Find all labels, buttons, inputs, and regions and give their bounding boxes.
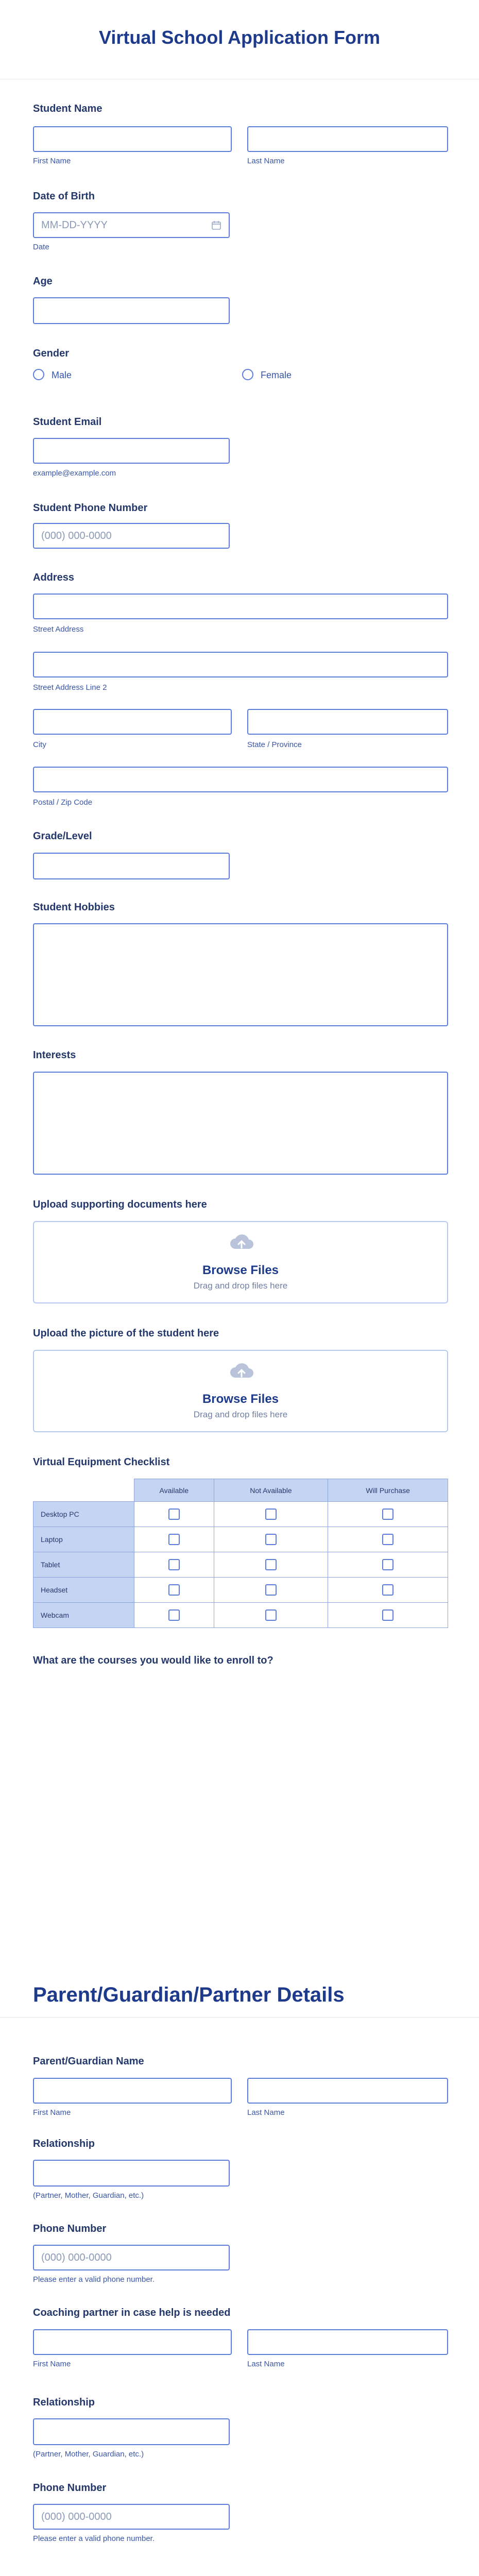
- student-last-name-input[interactable]: [247, 126, 448, 152]
- calendar-icon[interactable]: [211, 220, 221, 230]
- phone2-input[interactable]: [33, 2504, 230, 2530]
- phone1-label: Phone Number: [33, 2223, 107, 2234]
- phone-label: Student Phone Number: [33, 502, 148, 514]
- gender-label: Gender: [33, 348, 70, 359]
- upload-picture-label: Upload the picture of the student here: [33, 1328, 219, 1339]
- phone1-sublabel: Please enter a valid phone number.: [33, 2275, 155, 2284]
- phone2-sublabel: Please enter a valid phone number.: [33, 2534, 155, 2543]
- matrix-row: [33, 1578, 448, 1603]
- matrix-row: [33, 1552, 448, 1578]
- matrix-col-will-purchase: Will Purchase: [328, 1479, 448, 1502]
- student-first-name-input[interactable]: [33, 126, 232, 152]
- guardian-last-name-input[interactable]: [247, 2078, 448, 2104]
- state-sublabel: State / Province: [247, 740, 302, 749]
- grade-input[interactable]: [33, 853, 230, 879]
- matrix-row: [33, 1502, 448, 1527]
- coach-last-sublabel: Last Name: [247, 2360, 285, 2368]
- student-name-label: Student Name: [33, 103, 102, 114]
- matrix-checkbox[interactable]: [168, 1509, 180, 1520]
- matrix-col-available: Available: [134, 1479, 214, 1502]
- upload-docs-dropzone[interactable]: [33, 1221, 448, 1303]
- guardian-section-title: Parent/Guardian/Partner Details: [33, 1984, 345, 2006]
- gender-male-radio[interactable]: [33, 369, 44, 380]
- age-label: Age: [33, 276, 53, 287]
- coach-first-sublabel: First Name: [33, 2360, 71, 2368]
- matrix-row-label: Desktop PC: [33, 1502, 134, 1527]
- dob-input[interactable]: [33, 212, 230, 238]
- email-sublabel: example@example.com: [33, 469, 116, 478]
- coach-first-name-input[interactable]: [33, 2329, 232, 2355]
- matrix-checkbox[interactable]: [382, 1559, 394, 1570]
- email-label: Student Email: [33, 416, 102, 428]
- upload-picture-dropzone[interactable]: [33, 1350, 448, 1432]
- matrix-row: [33, 1603, 448, 1628]
- matrix-row-label: Tablet: [33, 1552, 134, 1578]
- interests-label: Interests: [33, 1049, 76, 1061]
- form-title: Virtual School Application Form: [98, 27, 381, 48]
- equipment-label: Virtual Equipment Checklist: [33, 1456, 170, 1468]
- gender-female-radio[interactable]: [242, 369, 253, 380]
- matrix-checkbox[interactable]: [382, 1509, 394, 1520]
- dob-label: Date of Birth: [33, 191, 95, 202]
- courses-label: What are the courses you would like to enroll to?: [33, 1655, 273, 1666]
- coach-label: Coaching partner in case help is needed: [33, 2307, 231, 2318]
- matrix-checkbox[interactable]: [382, 1584, 394, 1596]
- relationship2-label: Relationship: [33, 2397, 95, 2408]
- city-input[interactable]: [33, 709, 232, 735]
- interests-textarea[interactable]: [33, 1072, 448, 1175]
- matrix-checkbox[interactable]: [168, 1534, 180, 1545]
- phone2-label: Phone Number: [33, 2482, 107, 2494]
- matrix-row-label: Webcam: [33, 1603, 134, 1628]
- guardian-first-sublabel: First Name: [33, 2108, 71, 2117]
- phone1-input[interactable]: [33, 2245, 230, 2270]
- upload-picture-drag-text: Drag and drop files here: [193, 1410, 288, 1419]
- phone-placeholder: (000) 000-0000: [41, 530, 112, 541]
- matrix-checkbox[interactable]: [168, 1559, 180, 1570]
- upload-docs-browse[interactable]: Browse Files: [202, 1263, 279, 1277]
- guardian-section-divider: [0, 2017, 479, 2018]
- street-address-input[interactable]: [33, 594, 448, 619]
- relationship2-input[interactable]: [33, 2418, 230, 2445]
- matrix-checkbox[interactable]: [265, 1509, 277, 1520]
- matrix-checkbox[interactable]: [265, 1534, 277, 1545]
- dob-placeholder: MM-DD-YYYY: [41, 219, 108, 231]
- guardian-last-sublabel: Last Name: [247, 2108, 285, 2117]
- hobbies-label: Student Hobbies: [33, 902, 115, 913]
- upload-docs-label: Upload supporting documents here: [33, 1199, 207, 1210]
- state-input[interactable]: [247, 709, 448, 735]
- matrix-row: [33, 1527, 448, 1552]
- postal-code-input[interactable]: [33, 767, 448, 792]
- phone2-placeholder: (000) 000-0000: [41, 2511, 112, 2522]
- email-input[interactable]: [33, 438, 230, 464]
- matrix-checkbox[interactable]: [265, 1584, 277, 1596]
- relationship1-input[interactable]: [33, 2160, 230, 2187]
- cloud-upload-icon: [228, 1362, 255, 1380]
- hobbies-textarea[interactable]: [33, 923, 448, 1026]
- matrix-col-not-available: Not Available: [214, 1479, 328, 1502]
- matrix-checkbox[interactable]: [382, 1609, 394, 1621]
- address-label: Address: [33, 572, 75, 583]
- cloud-upload-icon: [228, 1233, 255, 1251]
- street-address-line2-input[interactable]: [33, 652, 448, 677]
- street-address-sublabel: Street Address: [33, 625, 84, 634]
- matrix-checkbox[interactable]: [168, 1609, 180, 1621]
- first-name-sublabel: First Name: [33, 157, 71, 165]
- matrix-checkbox[interactable]: [265, 1559, 277, 1570]
- matrix-corner: [33, 1479, 134, 1502]
- guardian-first-name-input[interactable]: [33, 2078, 232, 2104]
- relationship2-sublabel: (Partner, Mother, Guardian, etc.): [33, 2450, 144, 2459]
- coach-last-name-input[interactable]: [247, 2329, 448, 2355]
- equipment-matrix: [33, 1479, 448, 1628]
- matrix-checkbox[interactable]: [382, 1534, 394, 1545]
- gender-male-label: Male: [52, 370, 72, 380]
- street-address-line2-sublabel: Street Address Line 2: [33, 683, 107, 692]
- matrix-row-label: Laptop: [33, 1527, 134, 1552]
- postal-code-sublabel: Postal / Zip Code: [33, 798, 93, 807]
- dob-sublabel: Date: [33, 243, 49, 251]
- grade-label: Grade/Level: [33, 831, 92, 842]
- age-input[interactable]: [33, 297, 230, 324]
- upload-docs-drag-text: Drag and drop files here: [193, 1281, 288, 1291]
- gender-female-label: Female: [261, 370, 292, 380]
- matrix-checkbox[interactable]: [265, 1609, 277, 1621]
- relationship1-label: Relationship: [33, 2138, 95, 2149]
- relationship1-sublabel: (Partner, Mother, Guardian, etc.): [33, 2191, 144, 2200]
- guardian-name-label: Parent/Guardian Name: [33, 2056, 144, 2067]
- city-sublabel: City: [33, 740, 46, 749]
- matrix-row-label: Headset: [33, 1578, 134, 1603]
- last-name-sublabel: Last Name: [247, 157, 285, 165]
- matrix-checkbox[interactable]: [168, 1584, 180, 1596]
- upload-picture-browse[interactable]: Browse Files: [202, 1392, 279, 1406]
- phone1-placeholder: (000) 000-0000: [41, 2252, 112, 2263]
- phone-input[interactable]: [33, 523, 230, 549]
